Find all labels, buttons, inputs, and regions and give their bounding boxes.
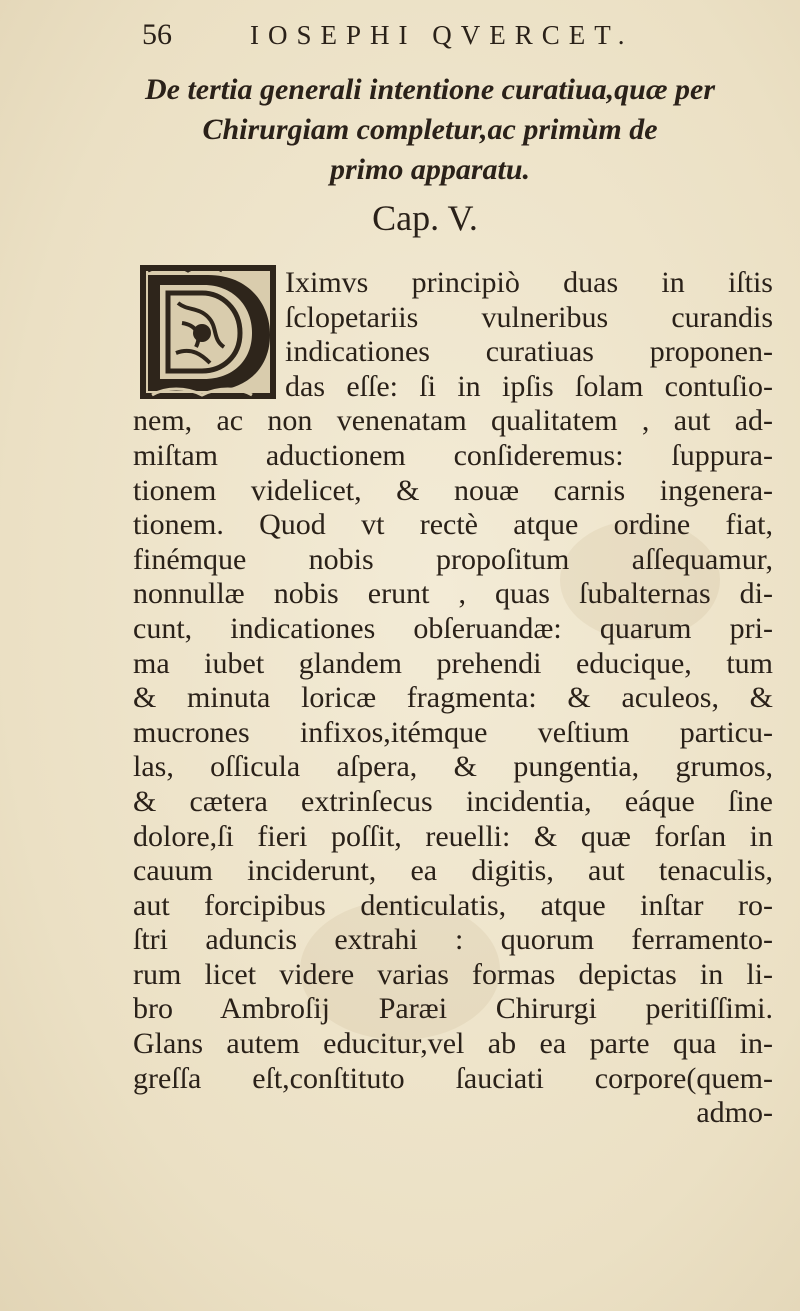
- text-line: aut forcipibus denticulatis, atque inſtar ro-: [133, 888, 773, 922]
- text-line: das eſſe: ſi in ipſis ſolam contuſio-: [285, 369, 773, 403]
- text-line: Iximvs principiò duas in iſtis: [285, 266, 773, 299]
- text-line: miſtam aductionem conſideremus: ſuppura-: [133, 438, 773, 472]
- text-line: cauum inciderunt, ea digitis, aut tenaculis,: [133, 854, 773, 888]
- catchword: admo-: [696, 1096, 773, 1130]
- text-line: greſſa eſt,conſtituto ſauciati corpore(quem-: [133, 1061, 773, 1095]
- text-line: tionem videlicet, & nouæ carnis ingenera-: [133, 473, 773, 507]
- text-line: las, oſſicula aſpera, & pungentia, grumos,: [133, 750, 773, 784]
- heading-line: Chirurgiam completur,ac primùm de: [202, 113, 658, 146]
- text-line: finémque nobis propoſitum aſſequamur,: [133, 542, 773, 576]
- body-text: [133, 266, 773, 1131]
- running-title: IOSEPHI QVERCET.: [250, 20, 634, 50]
- section-heading: [110, 70, 750, 190]
- text-line: tionem. Quod vt rectè atque ordine fiat,: [133, 508, 773, 542]
- text-line: ſclopetariis vulneribus curandis: [285, 300, 773, 334]
- running-head: [142, 18, 702, 58]
- text-line: mucrones infixos,itémque veſtium particu-: [133, 715, 773, 749]
- text-line: bro Ambroſij Paræi Chirurgi peritiſſimi.: [133, 992, 773, 1026]
- heading-line: primo apparatu.: [329, 153, 531, 186]
- text-line: & cætera extrinſecus incidentia, eáque ſine: [133, 784, 773, 818]
- text-line: dolore,ſi fieri poſſit, reuelli: & quæ forſan in: [133, 819, 773, 853]
- text-line: Glans autem educitur,vel ab ea parte qua in-: [133, 1027, 773, 1061]
- text-line: nonnullæ nobis erunt , quas ſubalternas di-: [133, 577, 773, 611]
- text-line: ſtri aduncis extrahi : quorum ferramento-: [133, 923, 773, 957]
- page-number: 56: [142, 18, 172, 51]
- text-line: cunt, indicationes obſeruandæ: quarum pri-: [133, 611, 773, 645]
- chapter-label: Cap. V.: [372, 198, 478, 238]
- heading-line: De tertia generali intentione curatiua,quæ per: [144, 73, 716, 106]
- text-line: & minuta loricæ fragmenta: & aculeos, &: [133, 681, 773, 715]
- text-line: nem, ac non venenatam qualitatem , aut ad-: [133, 404, 773, 438]
- text-line: rum licet videre varias formas depictas in li-: [133, 957, 773, 991]
- text-line: ma iubet glandem prehendi educique, tum: [133, 646, 773, 680]
- text-line: indicationes curatiuas proponen-: [285, 335, 773, 369]
